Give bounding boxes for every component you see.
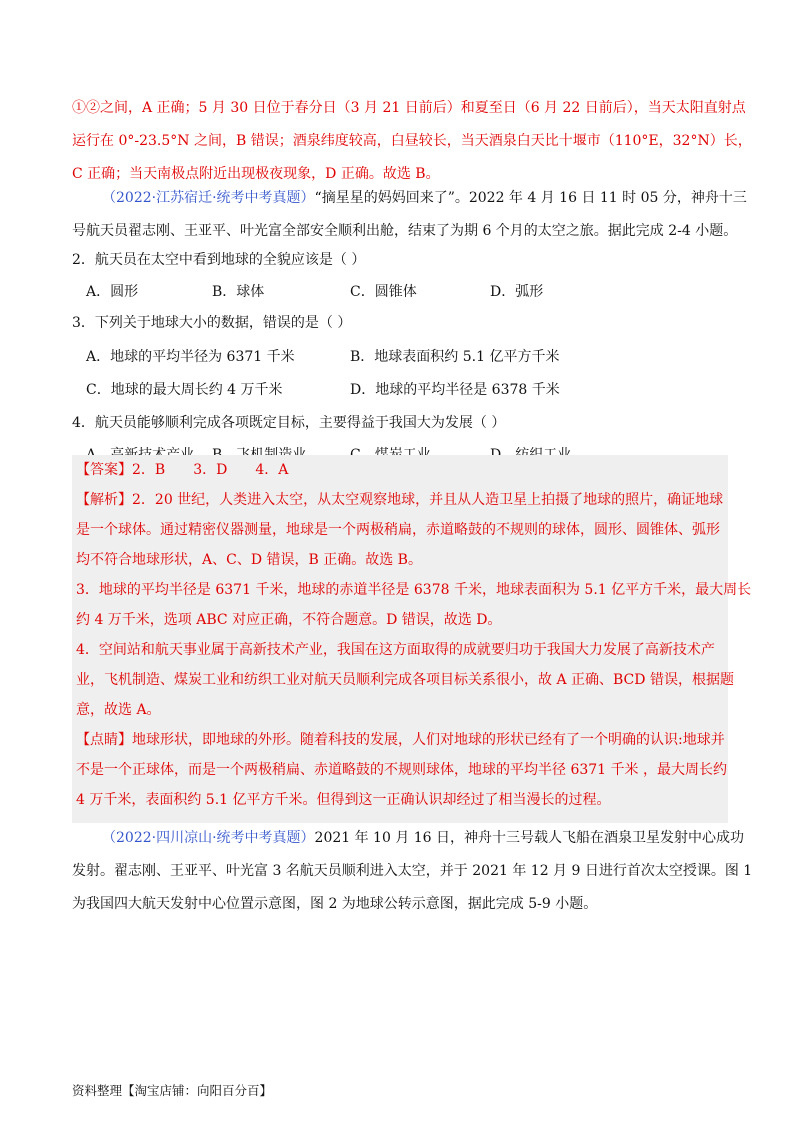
explanation-line: 运行在 0°-23.5°N 之间，B 错误；酒泉纬度较高，白昼较长，当天酒泉白天比十堰市（110°E，32°N）长，	[72, 133, 752, 149]
analysis-line: 是一个球体。通过精密仪器测量，地球是一个两极稍扁，赤道略鼓的不规则的球体，圆形、圆锥体、弧形	[76, 522, 720, 538]
option-row	[72, 340, 726, 374]
tips-line: 【点睛】地球形状，即地球的外形。随着科技的发展，人们对地球的形状已经有了一个明确的认识:地球并	[76, 732, 725, 748]
intro-line	[72, 182, 747, 215]
question-list	[72, 244, 726, 470]
analysis-line: 均不符合地球形状，A、C、D 错误，B 正确。故选 B。	[76, 552, 422, 568]
answer-line: 【答案】2．B 3．D 4．A	[76, 462, 289, 478]
analysis-line: 约 4 万千米，选项 ABC 对应正确，不符合题意。D 错误，故选 D。	[76, 612, 502, 628]
tips-line: 4 万千米，表面积约 5.1 亿平方千米。但得到这一正确认识却经过了相当漫长的过程。	[76, 792, 611, 808]
explanation-line: ①②之间，A 正确；5 月 30 日位于春分日（3 月 21 日前后）和夏至日（6 月 22 日前后），当天太阳直射点	[72, 100, 746, 116]
option-row	[72, 374, 726, 407]
intro-line: 发射。翟志刚、王亚平、叶光富 3 名航天员顺利进入太空，并于 2021 年 12 月 9 日进行首次太空授课。图 1	[72, 863, 753, 879]
analysis-line: 【解析】2．20 世纪，人类进入太空，从太空观察地球，并且从人造卫星上拍摄了地球的照片，确证地球	[76, 492, 724, 508]
option-b: B．球体	[212, 284, 265, 300]
previous-explanation	[72, 92, 752, 191]
source-label: （2022·四川凉山·统考中考真题）	[102, 830, 315, 846]
analysis-line: 意，故选 A。	[76, 702, 161, 718]
question-stem: 3．下列关于地球大小的数据，错误的是（ ）	[72, 315, 352, 331]
intro-line	[72, 822, 745, 855]
tips-line: 不是一个正球体，而是一个两极稍扁、赤道略鼓的不规则球体，地球的平均半径 6371 千米 ，最大周长约	[76, 762, 727, 778]
question-stem: 4．航天员能够顺利完成各项既定目标，主要得益于我国大为发展（ ）	[72, 415, 506, 431]
page-footer: 资料整理【淘宝店铺：向阳百分百】	[72, 1083, 273, 1098]
option-d: D．弧形	[490, 284, 544, 300]
analysis-line: 4．空间站和航天事业属于高新技术产业，我国在这方面取得的成就要归功于我国大力发展了高新技术产	[76, 642, 715, 658]
option-b: B．地球表面积约 5.1 亿平方千米	[350, 349, 560, 365]
option-row	[72, 277, 726, 307]
intro-line: 号航天员翟志刚、王亚平、叶光富全部安全顺利出舱，结束了为期 6 个月的太空之旅。据此完成 2-4 小题。	[72, 223, 738, 239]
explanation-line: C 正确；当天南极点附近出现极夜现象，D 正确。故选 B。	[72, 166, 440, 182]
option-a: A．地球的平均半径为 6371 千米	[86, 349, 295, 365]
question-intro	[72, 822, 753, 921]
question-intro	[72, 182, 747, 248]
option-d: D．地球的平均半径是 6378 千米	[350, 382, 560, 398]
intro-text: 2021 年 10 月 16 日，神舟十三号载人飞船在酒泉卫星发射中心成功	[314, 830, 745, 846]
option-c: C．地球的最大周长约 4 万千米	[86, 382, 283, 398]
intro-text: “摘星星的妈妈回来了”。2022 年 4 月 16 日 11 时 05 分，神舟十三	[314, 190, 747, 206]
question-stem: 2．航天员在太空中看到地球的全貌应该是（ ）	[72, 252, 366, 268]
option-a: A．圆形	[86, 284, 139, 300]
intro-line: 为我国四大航天发射中心位置示意图，图 2 为地球公转示意图，据此完成 5-9 小题。	[72, 896, 598, 912]
analysis-line: 业，飞机制造、煤炭工业和纺织工业对航天员顺利完成各项目标关系很小，故 A 正确、BCD 错误，根据题	[76, 672, 734, 688]
analysis-line: 3．地球的平均半径是 6371 千米，地球的赤道半径是 6378 千米，地球表面积为 5.1 亿平方千米，最大周长	[76, 582, 752, 598]
answer-section	[76, 455, 752, 815]
source-label: （2022·江苏宿迁·统考中考真题）	[102, 190, 315, 206]
option-c: C．圆锥体	[350, 284, 417, 300]
